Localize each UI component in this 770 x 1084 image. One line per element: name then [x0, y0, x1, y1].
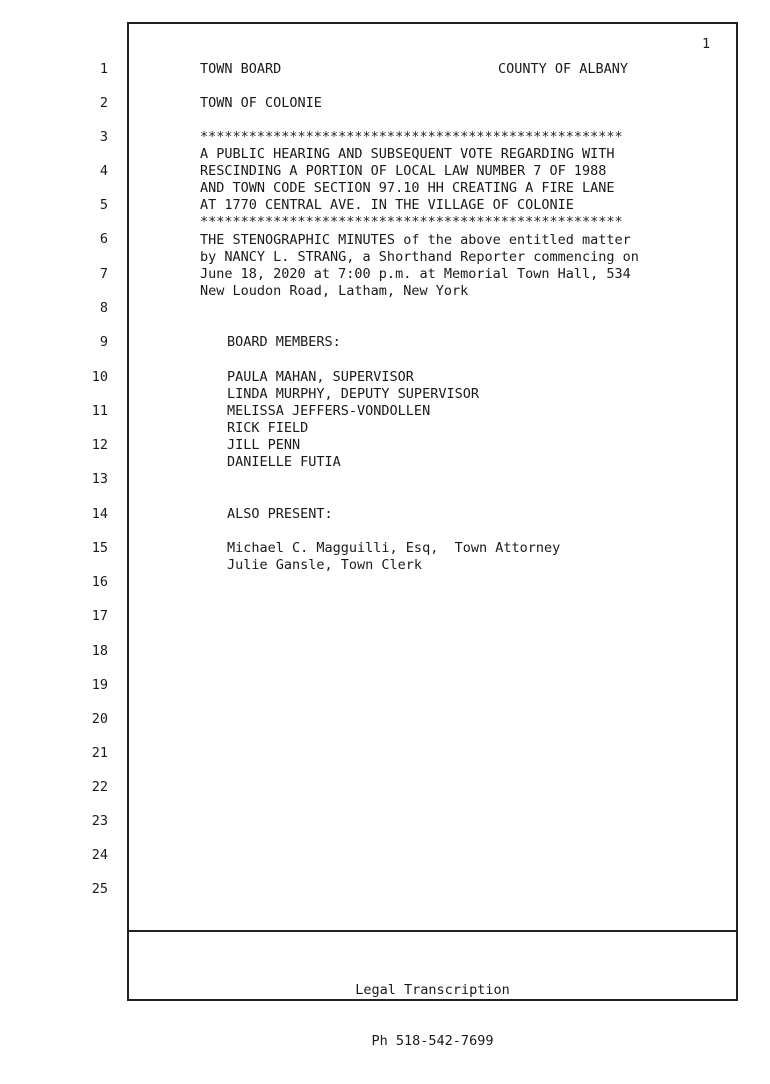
- line-number: 13: [91, 471, 108, 487]
- line-number: 21: [91, 745, 108, 761]
- line-number: 7: [99, 266, 108, 282]
- minutes-line: New Loudon Road, Latham, New York: [200, 283, 469, 299]
- asterisk-divider: ****************************************************: [200, 214, 623, 230]
- footer-company: Legal Transcription: [355, 982, 510, 998]
- line-number: 25: [91, 881, 108, 897]
- line-number: 22: [91, 779, 108, 795]
- attendee: Michael C. Magguilli, Esq, Town Attorney: [227, 540, 561, 556]
- minutes-line: THE STENOGRAPHIC MINUTES of the above entitled matter: [200, 232, 631, 248]
- subject-line: AT 1770 CENTRAL AVE. IN THE VILLAGE OF COLONIE: [200, 197, 574, 213]
- line-number: 6: [99, 231, 108, 247]
- line-number: 20: [91, 711, 108, 727]
- line-number: 19: [91, 677, 108, 693]
- line-number: 8: [99, 300, 108, 316]
- footer-phone: Ph 518-542-7699: [371, 1033, 494, 1049]
- line-number: 4: [99, 163, 108, 179]
- board-member: PAULA MAHAN, SUPERVISOR: [227, 369, 414, 385]
- line-number: 12: [91, 437, 108, 453]
- board-member: MELISSA JEFFERS-VONDOLLEN: [227, 403, 431, 419]
- line-number: 5: [99, 197, 108, 213]
- line-number: 10: [91, 369, 108, 385]
- line-number: 2: [99, 95, 108, 111]
- attendee: Julie Gansle, Town Clerk: [227, 557, 423, 573]
- line-number: 14: [91, 506, 108, 522]
- line-number: 3: [99, 129, 108, 145]
- footer: [129, 948, 736, 1084]
- line-number: 24: [91, 847, 108, 863]
- minutes-line: by NANCY L. STRANG, a Shorthand Reporter commencing on: [200, 249, 639, 265]
- county-name: COUNTY OF ALBANY: [498, 61, 629, 77]
- board-member: RICK FIELD: [227, 420, 309, 436]
- line-number: 1: [99, 61, 108, 77]
- also-present-heading: ALSO PRESENT:: [227, 506, 333, 522]
- line-number: 11: [91, 403, 108, 419]
- page-number: 1: [702, 36, 711, 52]
- line-number: 16: [91, 574, 108, 590]
- board-member: JILL PENN: [227, 437, 301, 453]
- asterisk-divider: ****************************************************: [200, 129, 623, 145]
- board-member: LINDA MURPHY, DEPUTY SUPERVISOR: [227, 386, 479, 402]
- line-number: 23: [91, 813, 108, 829]
- minutes-line: June 18, 2020 at 7:00 p.m. at Memorial Town Hall, 534: [200, 266, 631, 282]
- board-members-heading: BOARD MEMBERS:: [227, 334, 341, 350]
- subject-line: AND TOWN CODE SECTION 97.10 HH CREATING A FIRE LANE: [200, 180, 615, 196]
- board-member: DANIELLE FUTIA: [227, 454, 341, 470]
- board-name: TOWN BOARD: [200, 61, 282, 77]
- town-name: TOWN OF COLONIE: [200, 95, 322, 111]
- subject-line: A PUBLIC HEARING AND SUBSEQUENT VOTE REGARDING WITH: [200, 146, 615, 162]
- line-number: 17: [91, 608, 108, 624]
- subject-line: RESCINDING A PORTION OF LOCAL LAW NUMBER 7 OF 1988: [200, 163, 607, 179]
- line-number: 18: [91, 643, 108, 659]
- line-number: 15: [91, 540, 108, 556]
- footer-divider: [129, 930, 736, 932]
- line-number: 9: [99, 334, 108, 350]
